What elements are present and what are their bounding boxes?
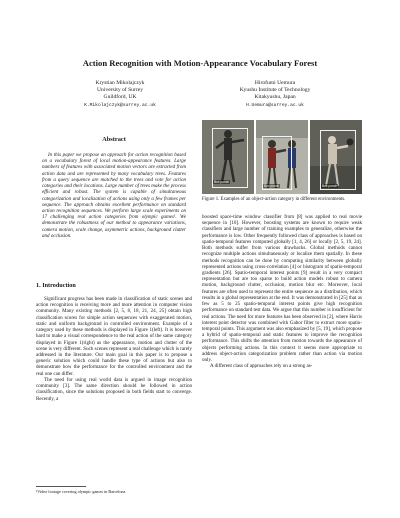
figure-label: Box punch: [264, 184, 280, 188]
abstract-heading: Abstract: [102, 136, 126, 143]
figure-label: Box punch: [214, 180, 230, 184]
author-block-1: [60, 80, 180, 109]
detection-box: [212, 128, 248, 188]
author-location: Kitakyushu, Japan: [254, 94, 296, 101]
paper-title: Action Recognition with Motion-Appearance Vocabulary Forest: [82, 58, 318, 68]
abstract-text: In this paper we propose an approach for action recognition based on a vocabulary forest of local motion-appearance features. Large numbers of features with associated motion vectors are extracted from action data and are represented by many vocabulary trees. Features from a query sequence are matched to the trees and vote for action categories and their locations. Large number of trees make the process efficient and robust. The system is capable of simultaneous categorization and localization of actions using only a few frames per sequence. The approach obtains excellent performance on standard action recognition sequences. We perform large scale experiments on 17 challenging real action categories from olympic games¹. We demonstrate the robustness of our method to appearance variations, camera motion, scale change, asymmetric actions, background clutter and occlusion.: [42, 152, 186, 239]
footnote-divider: [36, 486, 86, 487]
detection-box: [320, 130, 356, 190]
intro-paragraph-2: The need for using real world data is argued in image recognition community [3]. The same direction should be followed in action classification, since the solutions proposed in both fields start to converge. Recently, a: [36, 376, 192, 402]
author-email: K.Mikolajczyk@surrey.ac.uk: [84, 102, 156, 108]
author-block-2: [220, 80, 330, 109]
right-column-text: [202, 214, 362, 369]
section-heading-introduction: 1. Introduction: [36, 282, 76, 289]
figure-label: Box punch: [322, 184, 338, 188]
right-paragraph-1: boosted space-time window classifier from [8] was applied to real movie sequence in [10]. However, boosting systems are known to require weak classifiers and large number of training examples to generalize, otherwise the performance is low. Other frequently followed class of approaches is based on spatio-temporal features computed globally [1, 4, 26] or locally [2, 5, 19, 24]. Both methods suffer from various drawbacks. Global methods cannot recognize multiple actions simultaneously or localize them spatially. In these methods recognition can be done by computing similarity between globally represented actions using cross-correlation [4] or histogram of spatio-temporal gradients [26]. Spatio-temporal interest points [9] result in a very compact representation but are too sparse to build action models robust to camera motion, background clutter, occlusion, motion blur etc. Moreover, local features are often used to represent the entire sequence as a distribution, which results in a global representation at the end. It was demonstrated in [25] that as few as 5 to 25 spatio-temporal interest points give high recognition performance on standard test data. We argue that this number is insufficient for real actions. The need for more features has been observed in [2], where Harris interest point detector was combined with Gabor filter to extract more spatio-temporal points. This argument was also emphasized by [5, 19], which propose a hybrid of spatio-temporal and static features to improve the recognition performance. This shifts the attention from motion towards the appearance of objects performing actions. In this context it seems more appropriate to address object-action categorization problem rather than action via motion only.: [202, 214, 362, 364]
intro-paragraph-1: Significant progress has been made in classification of static scenes and action recognition is receiving more and more attention in computer vision community. Many existing methods [2, 5, 8, 18, 21, 24, 25] obtain high classification scores for simple action sequences with exaggerated motion, static and uniform background in controlled environment. Example of a category used by these methods is displayed in Figure 1(left). It is however hard to make a visual correspondence to the real action of the same category displayed in Figure 1(right) as the appearance, motion and clutter of the scene is very different. Such scenes represent a real challenge which is rarely addressed in the literature. Our main goal in this paper is to propose a generic solution which could handle these type of actions but also to demonstrate how the performance for the controlled environment and the real one can differ.: [36, 296, 192, 377]
author-name: Hirofumi Uemura: [254, 80, 296, 86]
figure-panel-real-1: [256, 120, 308, 194]
figure-panel-real-2: [310, 120, 362, 194]
introduction-text: [36, 296, 192, 402]
author-affiliation: University of Surrey: [97, 87, 143, 94]
author-location: Guildford, UK: [103, 94, 137, 101]
figure-caption: Figure 1. Examples of an object-action category in different environments.: [202, 197, 346, 202]
figure-1: [202, 120, 362, 194]
author-email: H.Uemura@surrey.ac.uk: [246, 102, 304, 108]
author-affiliation: Kyushu Institute of Technology: [239, 87, 311, 94]
right-paragraph-2: A different class of approaches rely on a strong as-: [210, 363, 313, 370]
figure-panel-controlled: [202, 120, 254, 194]
detection-box: [262, 136, 292, 190]
footnote: ¹Video footage covering olympic games in Barcelona: [36, 489, 126, 494]
author-name: Krystian Mikolajczyk: [95, 80, 145, 86]
